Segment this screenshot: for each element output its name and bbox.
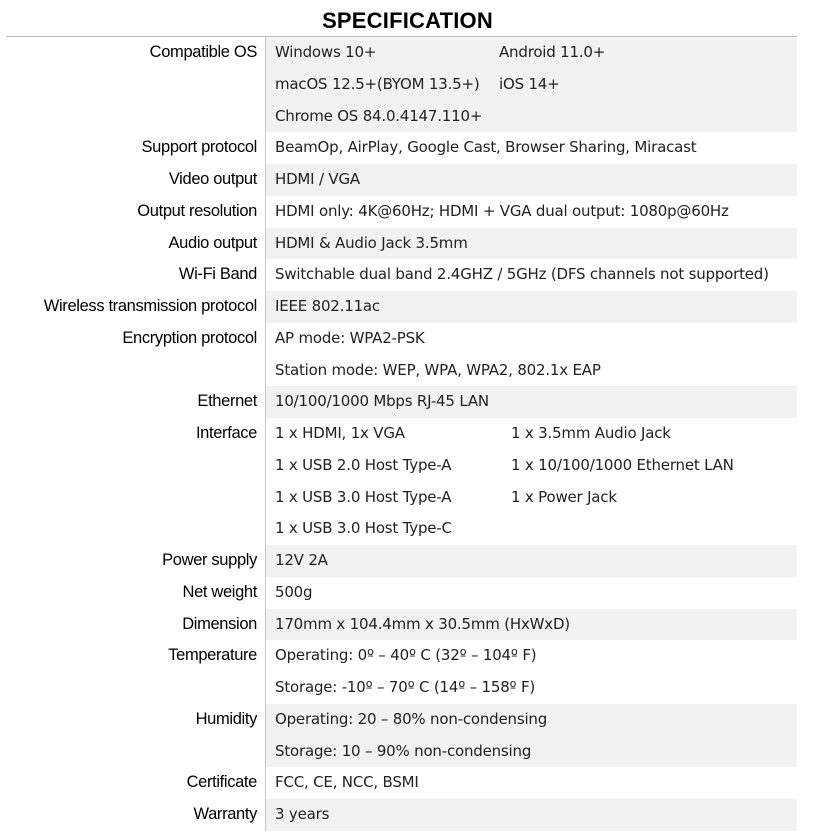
spec-row-interface-cont <box>0 513 797 545</box>
spec-row-certificate <box>0 767 797 799</box>
spec-value: 170mm x 104.4mm x 30.5mm (HxWxD) <box>275 614 570 633</box>
spec-label: Audio output <box>168 233 257 252</box>
spec-row-output-resolution <box>0 196 797 228</box>
spec-label: Temperature <box>168 646 257 665</box>
spec-value: 1 x HDMI, 1x VGA <box>275 424 405 442</box>
spec-row-warranty <box>0 799 797 831</box>
spec-value: AP mode: WPA2-PSK <box>275 328 425 347</box>
spec-value: Switchable dual band 2.4GHZ / 5GHz (DFS channels not supported) <box>275 265 769 284</box>
spec-value: 12V 2A <box>275 551 328 569</box>
spec-row-humidity-cont <box>0 736 797 768</box>
spec-value: Chrome OS 84.0.4147.110+ <box>275 106 483 125</box>
spec-value: HDMI / VGA <box>275 170 360 188</box>
spec-label: Ethernet <box>197 392 257 411</box>
spec-label: Compatible OS <box>149 43 257 61</box>
spec-value: 1 x USB 3.0 Host Type-A <box>275 487 452 506</box>
spec-label: Net weight <box>182 582 257 601</box>
spec-label: Interface <box>195 424 257 442</box>
spec-value: Operating: 0º – 40º C (32º – 104º F) <box>275 646 537 665</box>
spec-value: BeamOp, AirPlay, Google Cast, Browser Sharing, Miracast <box>275 138 697 157</box>
spec-value: Windows 10+ <box>275 43 377 61</box>
spec-label: Wi-Fi Band <box>178 265 257 284</box>
spec-row-encryption <box>0 323 797 355</box>
spec-label: Encryption protocol <box>122 328 257 347</box>
spec-value: 1 x 10/100/1000 Ethernet LAN <box>511 455 734 474</box>
spec-row-dimension <box>0 609 797 641</box>
spec-value: Storage: 10 – 90% non-condensing <box>275 741 532 760</box>
spec-value: 1 x USB 2.0 Host Type-A <box>275 455 452 474</box>
spec-value: iOS 14+ <box>499 74 560 93</box>
spec-value: HDMI only: 4K@60Hz; HDMI + VGA dual output: 1080p@60Hz <box>275 201 729 220</box>
spec-value: 3 years <box>275 805 330 823</box>
spec-value: 10/100/1000 Mbps RJ-45 LAN <box>275 392 489 411</box>
spec-row-compatible-os-cont <box>0 101 797 133</box>
spec-value: Station mode: WEP, WPA, WPA2, 802.1x EAP <box>275 360 601 379</box>
spec-row-humidity <box>0 704 797 736</box>
spec-label: Wireless transmission protocol <box>43 297 257 315</box>
spec-value: 1 x USB 3.0 Host Type-C <box>275 519 452 538</box>
spec-table <box>0 37 797 831</box>
spec-row-temperature <box>0 640 797 672</box>
spec-label: Support protocol <box>141 138 257 157</box>
page-title: SPECIFICATION <box>322 8 493 33</box>
spec-row-net-weight <box>0 577 797 609</box>
spec-row-ethernet <box>0 386 797 418</box>
spec-row-wireless-protocol <box>0 291 797 323</box>
column-divider <box>265 37 266 831</box>
spec-label: Humidity <box>195 709 257 728</box>
spec-label: Certificate <box>186 773 257 792</box>
spec-row-interface-cont <box>0 450 797 482</box>
spec-row-audio-output <box>0 228 797 260</box>
spec-row-temperature-cont <box>0 672 797 704</box>
spec-value: Operating: 20 – 80% non-condensing <box>275 709 548 728</box>
spec-value: IEEE 802.11ac <box>275 297 380 315</box>
spec-row-interface <box>0 418 797 450</box>
spec-value: 500g <box>275 582 313 601</box>
spec-row-compatible-os-cont <box>0 69 797 101</box>
spec-label: Warranty <box>193 805 257 823</box>
spec-value: macOS 12.5+(BYOM 13.5+) <box>275 74 480 93</box>
spec-value: 1 x 3.5mm Audio Jack <box>511 424 671 442</box>
spec-row-video-output <box>0 164 797 196</box>
spec-row-interface-cont <box>0 482 797 514</box>
spec-label: Video output <box>168 170 257 188</box>
spec-row-compatible-os <box>0 37 797 69</box>
spec-label: Power supply <box>162 551 257 569</box>
spec-label: Output resolution <box>137 201 257 220</box>
spec-value: Storage: -10º – 70º C (14º – 158º F) <box>275 678 536 696</box>
spec-value: HDMI & Audio Jack 3.5mm <box>275 233 468 252</box>
spec-row-power-supply <box>0 545 797 577</box>
spec-value: 1 x Power Jack <box>511 487 617 506</box>
spec-value: FCC, CE, NCC, BSMI <box>275 773 419 792</box>
spec-label: Dimension <box>182 614 257 633</box>
spec-value: Android 11.0+ <box>499 43 606 61</box>
spec-row-encryption-cont <box>0 355 797 387</box>
spec-row-wifi-band <box>0 259 797 291</box>
spec-row-support-protocol <box>0 132 797 164</box>
